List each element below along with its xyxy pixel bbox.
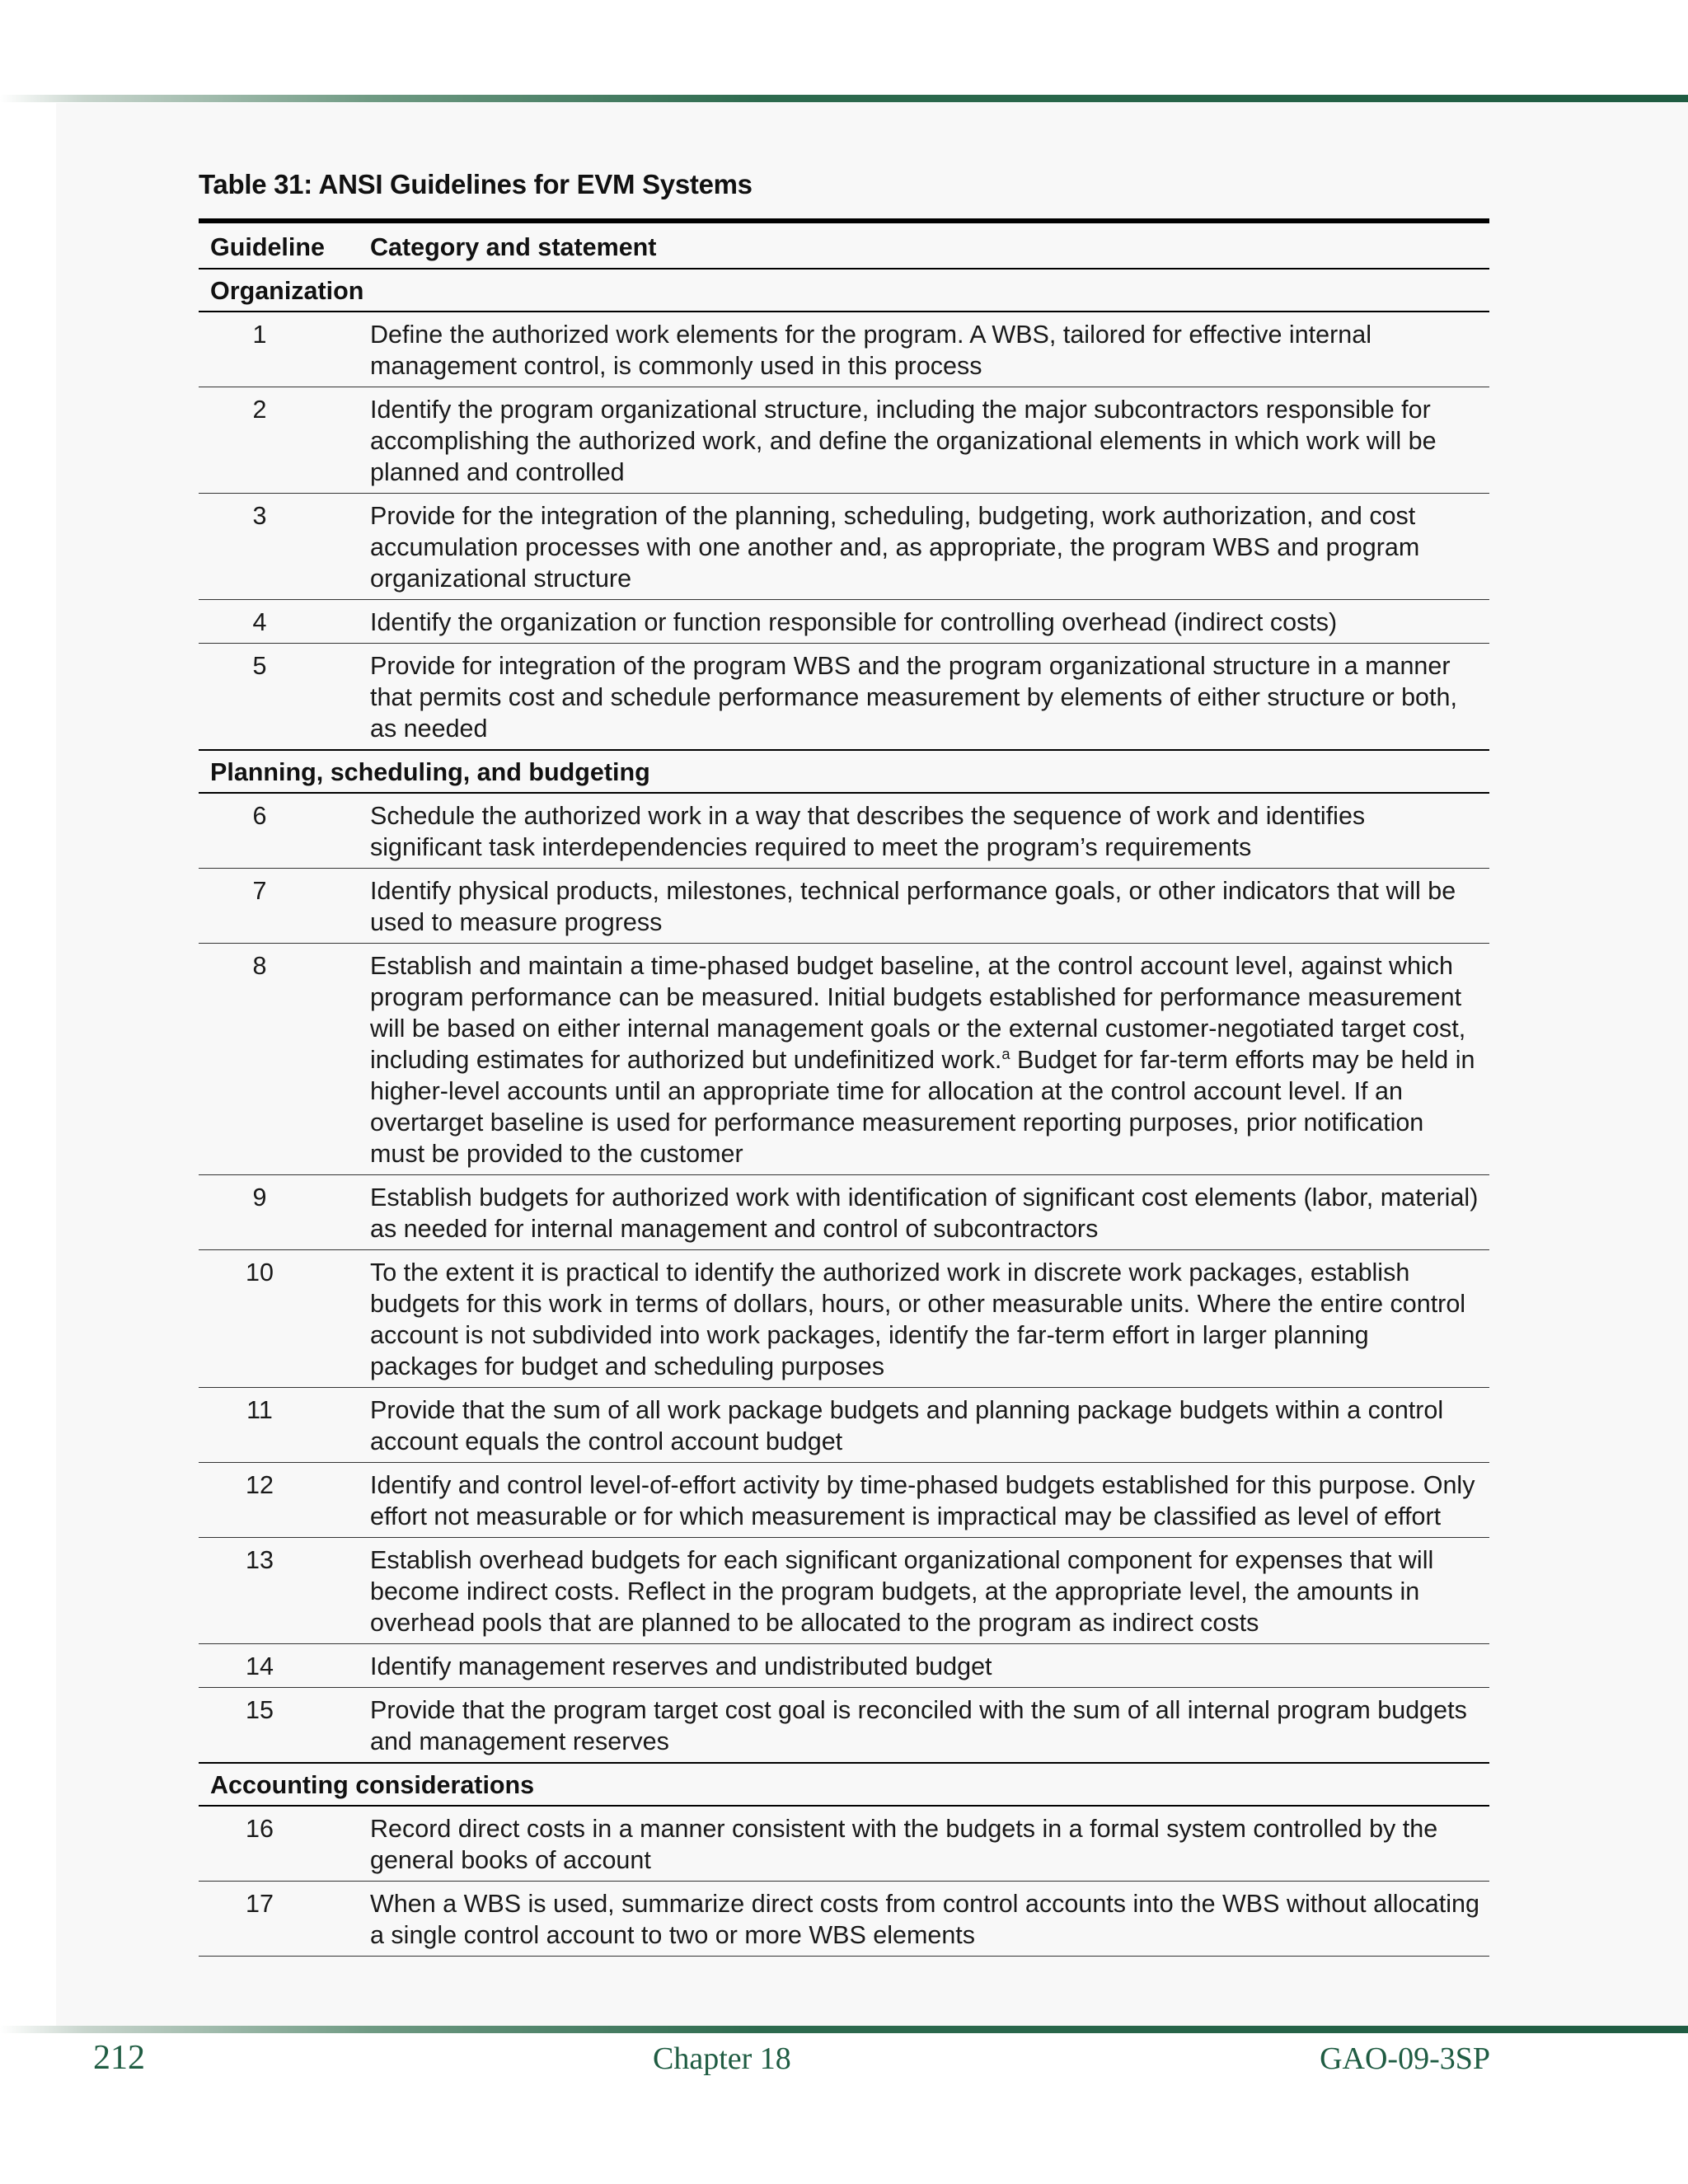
guideline-number: 6 (252, 802, 267, 830)
table-row (199, 869, 1489, 944)
guideline-number: 11 (246, 1396, 273, 1424)
statement-text: Define the authorized work elements for the program. A WBS, tailored for effective internal management control, is commonly used in this process (370, 321, 1372, 380)
table-row (199, 944, 1489, 1175)
statement-text: Record direct costs in a manner consistent with the budgets in a formal system controlled by the general books of account (370, 1815, 1438, 1874)
guideline-number: 17 (246, 1890, 274, 1918)
statement-text: When a WBS is used, summarize direct costs from control accounts into the WBS without allocating a single control account to two or more WBS elements (370, 1890, 1479, 1949)
guideline-number: 7 (252, 877, 267, 905)
category-row (199, 269, 1489, 312)
guideline-statement (370, 387, 1489, 494)
guideline-statement (370, 1250, 1489, 1388)
table-row (199, 1538, 1489, 1644)
guideline-number: 5 (252, 652, 267, 680)
page-number: 212 (93, 2039, 145, 2077)
table-row (199, 600, 1489, 644)
guideline-number: 10 (246, 1258, 274, 1286)
guideline-statement (370, 494, 1489, 600)
table-row (199, 494, 1489, 600)
category-label: Accounting considerations (210, 1771, 535, 1799)
guideline-statement (370, 1463, 1489, 1538)
statement-text: Establish budgets for authorized work with identification of significant cost elements (labor, material) as needed for internal management and control of subcontractors (370, 1183, 1479, 1243)
chapter-label: Chapter 18 (653, 2041, 791, 2076)
statement-text: Identify and control level-of-effort activity by time-phased budgets established for this purpose. Only effort not measurable or for which measurement is impractical may be classified as level of effort (370, 1471, 1475, 1530)
table-row (199, 387, 1489, 494)
guideline-statement (370, 1175, 1489, 1250)
document-id: GAO-09-3SP (1320, 2041, 1490, 2076)
category-row (199, 750, 1489, 793)
guideline-number: 16 (246, 1815, 274, 1843)
statement-text: Provide that the sum of all work package budgets and planning package budgets within a control account equals the control account budget (370, 1396, 1444, 1455)
statement-text: Identify physical products, milestones, technical performance goals, or other indicators that will be used to measure progress (370, 877, 1456, 936)
table-row (199, 1463, 1489, 1538)
guideline-statement (370, 869, 1489, 944)
statement-text: Provide that the program target cost goal is reconciled with the sum of all internal program budgets and management reserves (370, 1696, 1467, 1755)
guideline-number: 3 (252, 502, 267, 530)
table-row (199, 1882, 1489, 1957)
guideline-number: 4 (252, 608, 267, 636)
guideline-number: 15 (246, 1696, 274, 1724)
table-title: Table 31: ANSI Guidelines for EVM Systems (199, 169, 753, 199)
guideline-statement (370, 644, 1489, 751)
category-row (199, 1763, 1489, 1806)
footer-rule (0, 2026, 1688, 2033)
guideline-number: 8 (252, 952, 267, 980)
statement-text: Identify the program organizational structure, including the major subcontractors responsible for accomplishing the authorized work, and define the organizational elements in which work will be planned and controlled (370, 396, 1437, 486)
guideline-statement (370, 600, 1489, 644)
footnote-marker: a (1001, 1044, 1010, 1062)
table-row (199, 1688, 1489, 1764)
table-header-row (199, 221, 1489, 269)
guideline-number: 13 (246, 1546, 274, 1574)
guideline-statement (370, 1388, 1489, 1463)
guideline-number: 14 (246, 1652, 274, 1680)
guideline-statement (370, 312, 1489, 387)
statement-text: Provide for integration of the program WBS and the program organizational structure in a manner that permits cost and schedule performance measurement by elements of either structure or both, as needed (370, 652, 1457, 743)
guideline-statement (370, 1688, 1489, 1764)
statement-text-continued: Budget for far-term efforts may be held in higher-level accounts until an appropriate time for allocation at the control account level. If an overtarget baseline is used for performance measurement reporting purposes, prior notification must be provided to the customer (370, 1046, 1475, 1168)
category-label: Planning, scheduling, and budgeting (210, 758, 650, 786)
statement-text: Identify management reserves and undistributed budget (370, 1652, 992, 1680)
table-row (199, 1250, 1489, 1388)
statement-text: Identify the organization or function responsible for controlling overhead (indirect costs) (370, 608, 1338, 636)
category-label: Organization (210, 277, 364, 305)
statement-text: Establish and maintain a time-phased budget baseline, at the control account level, against which program performance can be measured. Initial budgets established for performance measurement will be based on either internal management goals or the external customer-negotiated target cost, including estimates for authorized but undefinitized work. (370, 952, 1466, 1074)
table-row (199, 644, 1489, 751)
guideline-statement (370, 1806, 1489, 1882)
table-row (199, 1644, 1489, 1688)
table-row (199, 793, 1489, 869)
statement-text: To the extent it is practical to identify the authorized work in discrete work packages, establish budgets for this work in terms of dollars, hours, or other measurable units. Where the entire control account is not subdivided into work packages, identify the far-term effort in larger planning packages for budget and scheduling purposes (370, 1258, 1466, 1380)
guideline-statement (370, 1882, 1489, 1957)
guideline-number: 12 (246, 1471, 274, 1499)
table-row (199, 312, 1489, 387)
header-statement: Category and statement (370, 233, 657, 261)
guidelines-table (199, 218, 1489, 1957)
guideline-number: 9 (252, 1183, 267, 1212)
statement-text: Establish overhead budgets for each significant organizational component for expenses that will become indirect costs. Reflect in the program budgets, at the appropriate level, the amounts in overhead pools that are planned to be allocated to the program as indirect costs (370, 1546, 1434, 1637)
guideline-statement (370, 1538, 1489, 1644)
table-row (199, 1388, 1489, 1463)
guideline-statement (370, 944, 1489, 1175)
table-row (199, 1175, 1489, 1250)
table-row (199, 1806, 1489, 1882)
statement-text: Schedule the authorized work in a way that describes the sequence of work and identifies significant task interdependencies required to meet the program’s requirements (370, 802, 1366, 861)
guideline-statement (370, 793, 1489, 869)
guideline-number: 2 (252, 396, 267, 424)
guideline-statement (370, 1644, 1489, 1688)
header-rule (0, 95, 1688, 102)
guideline-number: 1 (252, 321, 267, 349)
table-body (199, 269, 1489, 1957)
header-guideline: Guideline (210, 233, 325, 261)
statement-text: Provide for the integration of the planning, scheduling, budgeting, work authorization, and cost accumulation processes with one another and, as appropriate, the program WBS and program organizational structure (370, 502, 1420, 593)
